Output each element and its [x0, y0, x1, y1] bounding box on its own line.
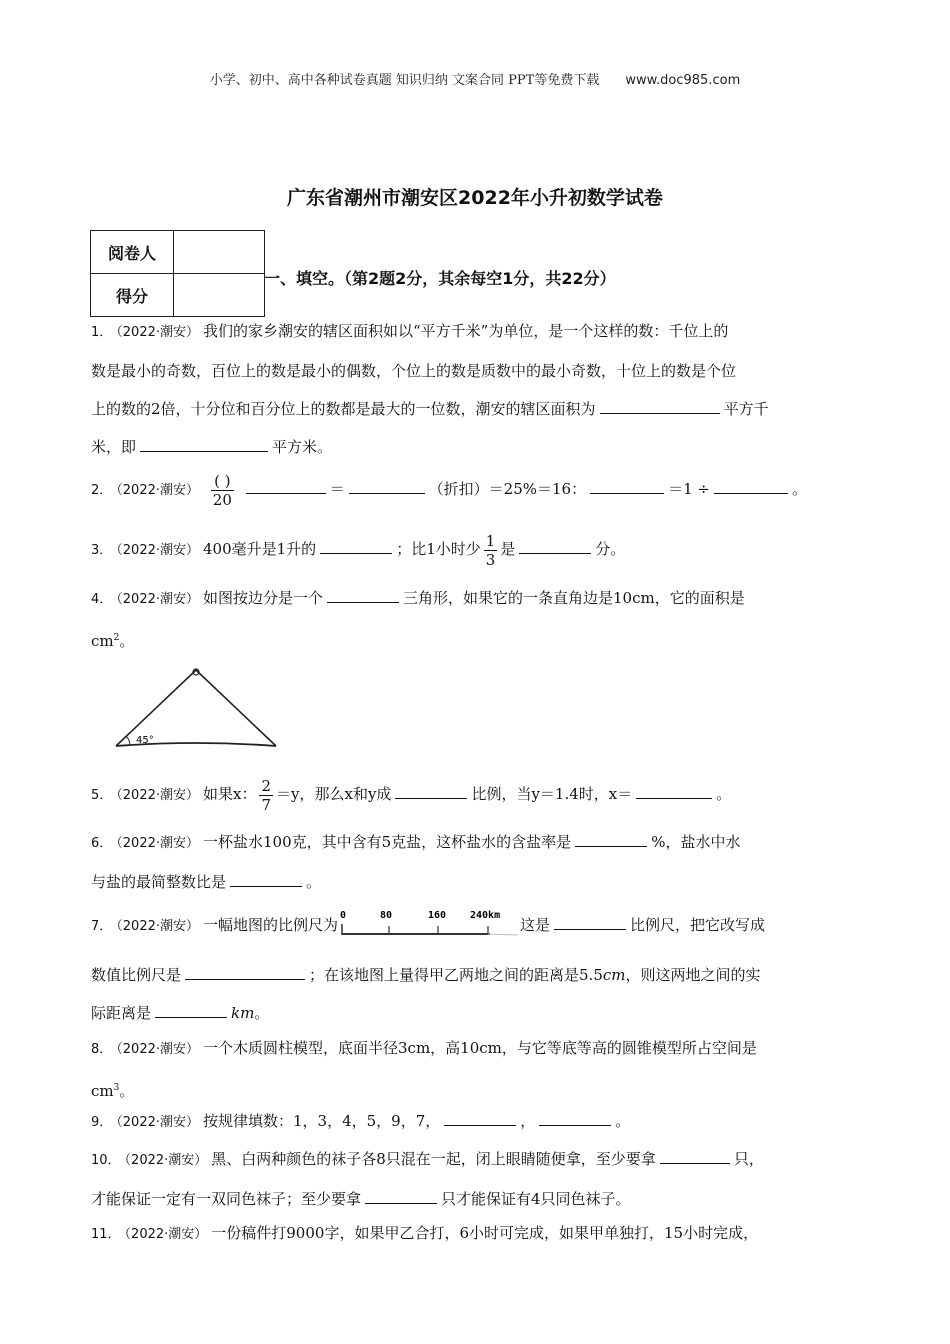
fraction-numerator: 1: [485, 531, 496, 550]
question-10: [91, 1140, 881, 1218]
score-table: [90, 230, 265, 317]
question-text: ＝: [329, 480, 345, 498]
question-5: [91, 775, 866, 815]
question-source: （2022·潮安）: [116, 543, 199, 558]
question-text: ，则这两地之间的实: [625, 966, 761, 984]
question-text: 一杯盐水100克，其中含有5克盐，这杯盐水的含盐率是: [203, 833, 572, 851]
scale-tick-label: 80: [380, 910, 393, 921]
score-table-score-label: 得分: [91, 274, 174, 317]
question-number: 3．: [91, 543, 113, 558]
question-source: （2022·潮安）: [116, 325, 199, 340]
superscript: 3: [113, 1083, 120, 1093]
question-text: 平方米。: [272, 438, 333, 456]
question-text: 三角形，如果它的一条直角边是10cm，它的面积是: [403, 589, 745, 607]
question-8: [91, 1029, 866, 1110]
fraction: [211, 472, 234, 509]
question-text: 平方千: [723, 400, 769, 418]
answer-blank[interactable]: [246, 478, 326, 494]
question-text: 。: [792, 480, 808, 498]
question-source: （2022·潮安）: [124, 1227, 208, 1242]
answer-blank[interactable]: [554, 914, 626, 930]
scale-tick-label: 240km: [470, 910, 501, 921]
scale-tick-label: 0: [340, 910, 347, 921]
question-text: 按规律填数：1，3，4，5，9，7，: [203, 1112, 441, 1130]
scale-tail: [488, 934, 518, 935]
question-text: 才能保证一定有一双同色袜子；至少要拿: [91, 1190, 362, 1208]
question-text: 这是: [520, 916, 551, 934]
fraction-denominator: 3: [485, 550, 496, 569]
question-text: 上的数的2倍，十分位和百分位上的数都是最大的一位数，潮安的辖区面积为: [91, 400, 596, 418]
score-table-score-cell: [174, 274, 265, 317]
question-6: [91, 823, 866, 901]
fraction: [259, 777, 273, 814]
question-text: 我们的家乡潮安的辖区面积如以“平方千米”为单位，是一个这样的数：千位上的: [203, 322, 729, 340]
unit-text: cm: [602, 966, 626, 984]
page-title: 广东省潮州市潮安区2022年小升初数学试卷: [287, 187, 663, 209]
question-text: ＝y，那么x和y成: [276, 785, 392, 803]
question-text: 400毫升是1升的: [203, 540, 317, 558]
question-text: ＝1 ÷: [668, 480, 710, 498]
question-source: （2022·潮安）: [116, 1115, 199, 1130]
question-text: 一幅地图的比例尺为: [203, 916, 339, 934]
question-text: %，盐水中水: [651, 833, 741, 851]
question-text: 数是最小的奇数，百位上的数是最小的偶数，个位上的数是质数中的最小奇数，十位上的数是个位: [91, 362, 737, 380]
answer-blank[interactable]: [714, 478, 788, 494]
question-text: 。: [119, 1082, 135, 1100]
unit-text: km: [231, 1004, 255, 1022]
answer-blank[interactable]: [539, 1110, 611, 1126]
question-1: [91, 312, 866, 466]
answer-blank[interactable]: [155, 1002, 227, 1018]
question-text: 际距离是: [91, 1004, 152, 1022]
question-number: 6．: [91, 836, 113, 851]
answer-blank[interactable]: [660, 1148, 730, 1164]
question-text: 黑、白两种颜色的袜子各8只混在一起，闭上眼睛随便拿，至少要拿: [211, 1150, 656, 1168]
question-text: ，: [520, 1112, 536, 1130]
question-text: 米，即: [91, 438, 137, 456]
question-text: cm: [91, 632, 114, 650]
question-number: 5．: [91, 788, 113, 803]
question-source: （2022·潮安）: [116, 788, 199, 803]
question-source: （2022·潮安）: [116, 592, 199, 607]
answer-blank[interactable]: [636, 783, 712, 799]
question-text: 与盐的最简整数比是: [91, 873, 227, 891]
question-2: [91, 470, 866, 510]
question-3: [91, 530, 866, 570]
header-url[interactable]: www.doc985.com: [625, 73, 741, 88]
fraction-denominator: 20: [212, 490, 232, 509]
question-number: 2．: [91, 483, 113, 498]
question-9: [91, 1102, 866, 1142]
question-text: 。: [306, 873, 322, 891]
header-text: 小学、初中、高中各种试卷真题 知识归纳 文案合同 PPT等免费下载: [209, 73, 600, 88]
answer-blank[interactable]: [395, 783, 467, 799]
answer-blank[interactable]: [320, 538, 392, 554]
answer-blank[interactable]: [444, 1110, 516, 1126]
superscript: 2: [113, 633, 120, 643]
question-text: 。: [119, 632, 135, 650]
question-4: [91, 579, 866, 660]
question-text: ；比1小时少: [396, 540, 481, 558]
question-text: 数值比例尺是: [91, 966, 182, 984]
answer-blank[interactable]: [349, 478, 425, 494]
question-number: 8．: [91, 1042, 113, 1057]
answer-blank[interactable]: [575, 831, 647, 847]
answer-blank[interactable]: [327, 587, 399, 603]
question-number: 11．: [91, 1227, 121, 1242]
question-number: 4．: [91, 592, 113, 607]
question-text: 只才能保证有4只同色袜子。: [441, 1190, 631, 1208]
fraction-numerator: 2: [261, 776, 272, 795]
question-source: （2022·潮安）: [124, 1153, 208, 1168]
section-heading: 一、填空。（第2题2分，其余每空1分，共22分）: [264, 269, 616, 288]
answer-blank[interactable]: [519, 538, 591, 554]
question-source: （2022·潮安）: [116, 836, 199, 851]
question-text: 。: [254, 1004, 270, 1022]
question-number: 1．: [91, 325, 113, 340]
scale-tick-label: 160: [428, 910, 447, 921]
question-source: （2022·潮安）: [116, 919, 199, 934]
question-text: 如图按边分是一个: [203, 589, 324, 607]
question-text: 。: [615, 1112, 631, 1130]
question-text: cm: [91, 1082, 114, 1100]
score-table-reviewer-cell: [174, 231, 265, 274]
answer-blank[interactable]: [590, 478, 664, 494]
question-text: 分。: [595, 540, 626, 558]
question-text: ；在该地图上量得甲乙两地之间的距离是5.5: [309, 966, 603, 984]
map-scale-bar: [338, 908, 520, 944]
question-11: [91, 1214, 881, 1254]
question-text: 只，: [733, 1150, 764, 1168]
question-text: （折扣）＝25%＝16：: [428, 480, 587, 498]
question-number: 10．: [91, 1153, 121, 1168]
fraction: [484, 532, 498, 569]
angle-label: 45°: [136, 735, 154, 746]
answer-blank[interactable]: [365, 1188, 437, 1204]
question-text: 是: [500, 540, 516, 558]
answer-blank[interactable]: [140, 436, 268, 452]
question-number: 9．: [91, 1115, 113, 1130]
page-header: [0, 69, 950, 88]
question-text: 如果x：: [203, 785, 257, 803]
question-7: [91, 906, 866, 1032]
fraction-numerator[interactable]: ( ): [211, 472, 234, 491]
question-source: （2022·潮安）: [116, 1042, 199, 1057]
question-text: 比例，当y＝1.4时，x＝: [471, 785, 633, 803]
question-text: 一份稿件打9000字，如果甲乙合打，6小时可完成，如果甲单独打，15小时完成，: [211, 1224, 759, 1242]
question-text: 一个木质圆柱模型，底面半径3cm，高10cm，与它等底等高的圆锥模型所占空间是: [203, 1039, 757, 1057]
right-triangle-figure: [112, 662, 280, 750]
answer-blank[interactable]: [185, 964, 305, 980]
question-source: （2022·潮安）: [116, 483, 199, 498]
answer-blank[interactable]: [230, 871, 302, 887]
fraction-denominator: 7: [261, 795, 272, 814]
question-text: 比例尺，把它改写成: [630, 916, 766, 934]
question-number: 7．: [91, 919, 113, 934]
answer-blank[interactable]: [600, 398, 720, 414]
score-table-reviewer-label: 阅卷人: [91, 231, 174, 274]
question-text: 。: [716, 785, 732, 803]
